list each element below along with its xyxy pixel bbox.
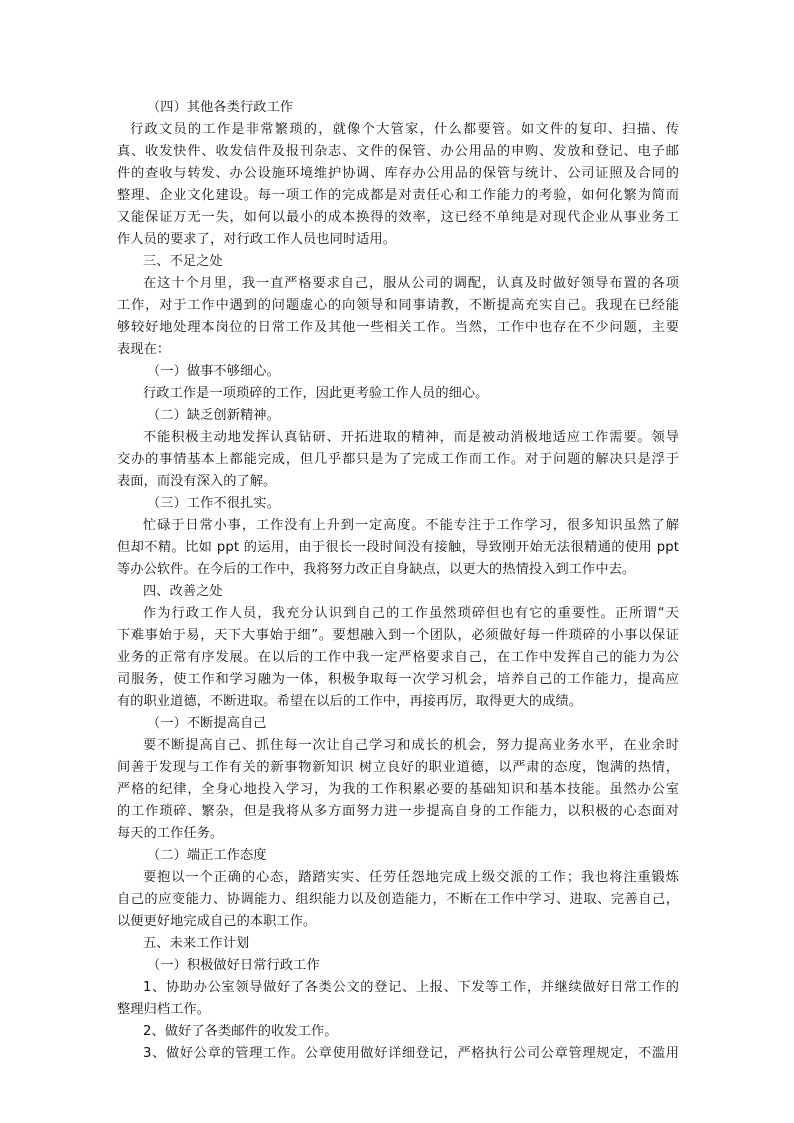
paragraph-line: 有的职业道德，不断进取。希望在以后的工作中，再接再厉，取得更大的成绩。 [117,694,583,709]
paragraph-line: 作为行政工作人员，我充分认识到自己的工作虽然琐碎但也有它的重要性。正所谓“天 [143,606,679,621]
paragraph-line: 交办的事情基本上都能完成，但几乎都只是为了完成工作而工作。对于问题的解决只是浮于 [117,452,679,467]
paragraph-line: 等办公软件。在今后的工作中，我将努力改正自身缺点，以更大的热情投入到工作中去。 [117,562,636,577]
paragraph-line: 业务的正常有序发展。在以后的工作中我一定严格要求自己，在工作中发挥自己的能力为公 [117,650,679,665]
paragraph-line: 要不断提高自己、抓住每一次让自己学习和成长的机会，努力提高业务水平，在业余时 [143,738,679,753]
paragraph-line: 严格的纪律，全身心地投入学习，为我的工作积累必要的基础知识和基本技能。虽然办公室 [117,782,679,797]
subheading: （一）积极做好日常行政工作 [147,958,320,973]
paragraph-line: 又能保证万无一失，如何以最小的成本换得的效率，这已经不单纯是对现代企业从事业务工 [117,210,679,225]
paragraph-line: 自己的应变能力、协调能力、组织能力以及创造能力，不断在工作中学习、进取、完善自己， [117,892,679,907]
paragraph-line: 在这十个月里，我一直严格要求自己，服从公司的调配，认真及时做好领导布置的各项 [143,276,679,291]
paragraph-line: 司服务，使工作和学习融为一体，积极争取每一次学习机会，培养自己的工作能力，提高应 [117,672,679,687]
subheading: （三）工作不很扎实。 [147,496,280,511]
paragraph-line: 行政工作是一项琐碎的工作，因此更考验工作人员的细心。 [143,386,489,401]
paragraph-line: 行政文员的工作是非常繁琐的，就像个大管家，什么都要管。如文件的复印、扫描、传 [130,122,679,137]
subheading: （四）其他各类行政工作 [147,100,294,115]
paragraph-line: 每天的工作任务。 [117,826,224,841]
list-item-line: 1、协助办公室领导做好了各类公文的登记、上报、下发等工作，并继续做好日常工作的 [143,980,679,995]
paragraph-line: 忙碌于日常小事，工作没有上升到一定高度。不能专注于工作学习，很多知识虽然了解 [143,518,679,533]
list-item-line: 2、做好了各类邮件的收发工作。 [143,1024,338,1039]
list-item-line: 3、做好公章的管理工作。公章使用做好详细登记，严格执行公司公章管理规定，不滥用 [143,1046,679,1061]
paragraph-line: 表现在： [117,342,171,357]
paragraph-line: 但却不精。比如 ppt 的运用，由于很长一段时间没有接触，导致刚开始无法很精通的使用 ppt [117,540,679,555]
paragraph-line: 下难事始于易，天下大事始于细”。要想融入到一个团队，必须做好每一件琐碎的小事以保证 [117,628,679,643]
paragraph-line: 作人员的要求了，对行政工作人员也同时适用。 [117,232,397,247]
paragraph-line: 的工作琐碎、繁杂，但是我将从多方面努力进一步提高自身的工作能力，以积极的心态面对 [117,804,679,819]
subheading: （一）做事不够细心。 [147,364,280,379]
paragraph-line: 要抱以一个正确的心态，踏踏实实、任劳任怨地完成上级交派的工作；我也将注重锻炼 [143,870,679,885]
subheading: （二）端正工作态度 [147,848,267,863]
paragraph-line: 真、收发快件、收发信件及报刊杂志、文件的保管、办公用品的申购、发放和登记、电子邮 [117,144,679,159]
list-item-line: 整理归档工作。 [117,1002,211,1017]
paragraph-line: 工作，对于工作中遇到的问题虚心的向领导和同事请教，不断提高充实自己。我现在已经能 [117,298,679,313]
paragraph-line: 够较好地处理本岗位的日常工作及其他一些相关工作。当然，工作中也存在不少问题，主要 [117,320,679,335]
paragraph-line: 件的查收与转发、办公设施环境维护协调、库存办公用品的保管与统计、公司证照及合同的 [117,166,679,181]
section-heading: 五、未来工作计划 [143,936,250,951]
document-page [117,97,679,1065]
subheading: （二）缺乏创新精神。 [147,408,280,423]
subheading: （一）不断提高自己 [147,716,267,731]
paragraph-line: 整理、企业文化建设。每一项工作的完成都是对责任心和工作能力的考验，如何化繁为简而 [117,188,679,203]
paragraph-line: 以便更好地完成自己的本职工作。 [117,914,317,929]
paragraph-line: 不能积极主动地发挥认真钻研、开拓进取的精神，而是被动消极地适应工作需要。领导 [143,430,679,445]
section-heading: 三、不足之处 [143,254,223,269]
paragraph-line: 表面，而没有深入的了解。 [117,474,277,489]
section-heading: 四、改善之处 [143,584,223,599]
paragraph-line: 间善于发现与工作有关的新事物新知识 树立良好的职业道德，以严肃的态度，饱满的热情， [117,760,679,775]
